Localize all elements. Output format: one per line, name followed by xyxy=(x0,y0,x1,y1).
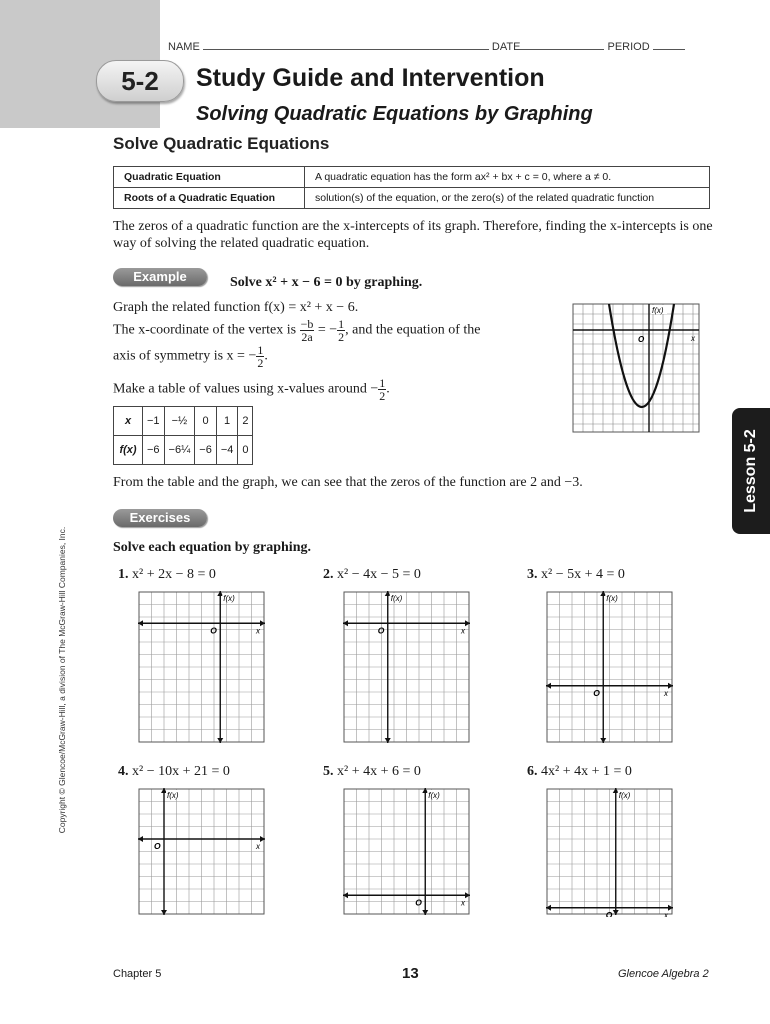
exercise-number: 3. xyxy=(527,567,538,582)
table-cell: −6¼ xyxy=(164,436,195,465)
exercise-number: 1. xyxy=(118,567,129,582)
example-prompt: Solve x² + x − 6 = 0 by graphing. xyxy=(230,275,423,290)
example-line-3 xyxy=(113,344,268,369)
example-label: Example xyxy=(113,268,207,286)
exercise-5-grid[interactable] xyxy=(342,787,470,917)
intro-paragraph: The zeros of a quadratic function are the x-intercepts of its graph. Therefore, finding the x-intercepts is one way of solving the related quadratic equation. xyxy=(113,219,713,251)
exercise-equation: x² + 4x + 6 = 0 xyxy=(337,764,421,779)
half-fraction xyxy=(337,318,345,343)
table-row xyxy=(114,436,253,465)
exercise-2 xyxy=(323,567,421,583)
table-cell: 1 xyxy=(216,407,238,436)
exercise-number: 2. xyxy=(323,567,334,582)
x-axis-label: x xyxy=(256,842,260,851)
fx-axis-label: f(x) xyxy=(606,594,618,603)
grid-lines xyxy=(139,789,264,914)
page-subtitle: Solving Quadratic Equations by Graphing xyxy=(196,103,593,125)
origin-label: O xyxy=(638,335,645,344)
grid-lines xyxy=(344,592,469,742)
fx-axis-label: f(x) xyxy=(390,594,403,603)
exercise-4 xyxy=(118,764,230,780)
example-graph xyxy=(571,302,701,434)
exercise-6-grid[interactable] xyxy=(545,787,673,917)
name-field[interactable] xyxy=(203,38,489,50)
origin-label: O xyxy=(377,625,385,636)
table-cell: −1 xyxy=(143,407,165,436)
footer-chapter: Chapter 5 xyxy=(113,968,162,980)
origin-label: O xyxy=(415,897,422,908)
exercise-2-grid[interactable] xyxy=(342,590,470,747)
exercise-number: 5. xyxy=(323,764,334,779)
x-axis-label: x xyxy=(461,626,465,636)
example-conclusion: From the table and the graph, we can see that the zeros of the function are 2 and −3. xyxy=(113,475,583,490)
parabola-curve xyxy=(609,304,674,407)
origin-label: O xyxy=(605,909,613,917)
exercise-number: 6. xyxy=(527,764,538,779)
exercise-equation: 4x² + 4x + 1 = 0 xyxy=(541,764,632,779)
table-row xyxy=(114,167,710,188)
example-line-2-eq: = − xyxy=(317,322,338,338)
definition-text: A quadratic equation has the form ax² + bx + c = 0, where a ≠ 0. xyxy=(305,167,710,188)
fraction-numerator: 1 xyxy=(338,317,345,331)
period-label: PERIOD xyxy=(607,41,650,53)
section-heading: Solve Quadratic Equations xyxy=(113,134,330,153)
x-axis-label: x xyxy=(461,898,465,908)
lesson-number-badge: 5-2 xyxy=(96,60,184,102)
origin-label: O xyxy=(210,625,217,636)
origin-label: O xyxy=(154,841,161,851)
table-cell: 0 xyxy=(195,407,217,436)
table-cell: −6 xyxy=(143,436,165,465)
name-date-period-line xyxy=(168,38,685,53)
period: . xyxy=(264,348,268,364)
exercise-3 xyxy=(527,567,625,583)
example-line-4 xyxy=(113,377,390,402)
exercise-equation: x² − 5x + 4 = 0 xyxy=(541,567,625,582)
exercise-equation: x² − 10x + 21 = 0 xyxy=(132,764,230,779)
definitions-table xyxy=(113,166,710,209)
table-instruction: Make a table of values using x-values around − xyxy=(113,381,379,397)
fx-axis-label: f(x) xyxy=(428,791,440,800)
exercise-number: 4. xyxy=(118,764,129,779)
fx-axis-label: f(x) xyxy=(167,791,179,800)
lesson-side-tab xyxy=(732,408,770,534)
table-cell: −½ xyxy=(164,407,195,436)
exercises-instruction: Solve each equation by graphing. xyxy=(113,540,311,555)
fx-axis-label: f(x) xyxy=(652,306,664,315)
definition-term: Quadratic Equation xyxy=(114,167,305,188)
origin-label: O xyxy=(593,687,600,698)
fraction-denominator: 2 xyxy=(338,330,345,344)
date-field[interactable] xyxy=(520,38,604,50)
period-field[interactable] xyxy=(653,38,685,50)
graph-grid xyxy=(573,304,699,432)
exercise-1-grid[interactable] xyxy=(137,590,265,747)
example-line-2-tail: , and the equation of the xyxy=(345,322,481,338)
grid-lines xyxy=(139,592,264,742)
table-cell: −6 xyxy=(195,436,217,465)
exercise-6 xyxy=(527,764,632,780)
definition-term: Roots of a Quadratic Equation xyxy=(114,188,305,209)
fraction-denominator: 2 xyxy=(379,389,386,403)
axis-text: axis of symmetry is x = − xyxy=(113,348,257,364)
x-axis-label: x xyxy=(664,910,668,917)
x-axis-label: x xyxy=(256,626,260,636)
fraction-numerator: 1 xyxy=(379,376,386,390)
fraction-numerator: 1 xyxy=(257,343,264,357)
name-label: NAME xyxy=(168,41,200,53)
exercise-1 xyxy=(118,567,216,583)
definition-text: solution(s) of the equation, or the zero(s) of the related quadratic function xyxy=(305,188,710,209)
exercise-4-grid[interactable] xyxy=(137,787,265,917)
period: . xyxy=(386,381,390,397)
table-row xyxy=(114,188,710,209)
fraction-denominator: 2a xyxy=(301,330,313,344)
table-row xyxy=(114,407,253,436)
exercise-5 xyxy=(323,764,421,780)
exercise-3-grid[interactable] xyxy=(545,590,673,747)
copyright-notice: Copyright © Glencoe/McGraw-Hill, a division of The McGraw-Hill Companies, Inc. xyxy=(57,526,67,834)
fx-axis-label: f(x) xyxy=(223,594,235,603)
footer-book: Glencoe Algebra 2 xyxy=(618,968,709,980)
date-label: DATE xyxy=(491,41,521,53)
example-line-2-text: The x-coordinate of the vertex is xyxy=(113,322,297,338)
grid-lines xyxy=(547,592,672,742)
lesson-side-tab-label: Lesson 5-2 xyxy=(742,429,759,513)
vertex-fraction xyxy=(300,318,315,343)
x-axis-label: x xyxy=(691,334,695,343)
exercise-equation: x² − 4x − 5 = 0 xyxy=(337,567,421,582)
exercise-equation: x² + 2x − 8 = 0 xyxy=(132,567,216,582)
table-cell: −4 xyxy=(216,436,238,465)
exercises-label: Exercises xyxy=(113,509,207,527)
table-cell: 0 xyxy=(238,436,253,465)
table-cell: 2 xyxy=(238,407,253,436)
fraction-denominator: 2 xyxy=(257,356,264,370)
x-header: x xyxy=(114,407,143,436)
fx-axis-label: f(x) xyxy=(618,791,631,800)
page-number: 13 xyxy=(402,965,419,982)
x-axis-label: x xyxy=(664,688,668,698)
fraction-numerator: −b xyxy=(300,317,314,331)
grid-lines xyxy=(547,789,672,914)
values-table xyxy=(113,406,253,465)
example-line-2 xyxy=(113,318,480,343)
example-line-1: Graph the related function f(x) = x² + x − 6. xyxy=(113,300,359,315)
page-title: Study Guide and Intervention xyxy=(196,64,545,92)
fx-header: f(x) xyxy=(114,436,143,465)
